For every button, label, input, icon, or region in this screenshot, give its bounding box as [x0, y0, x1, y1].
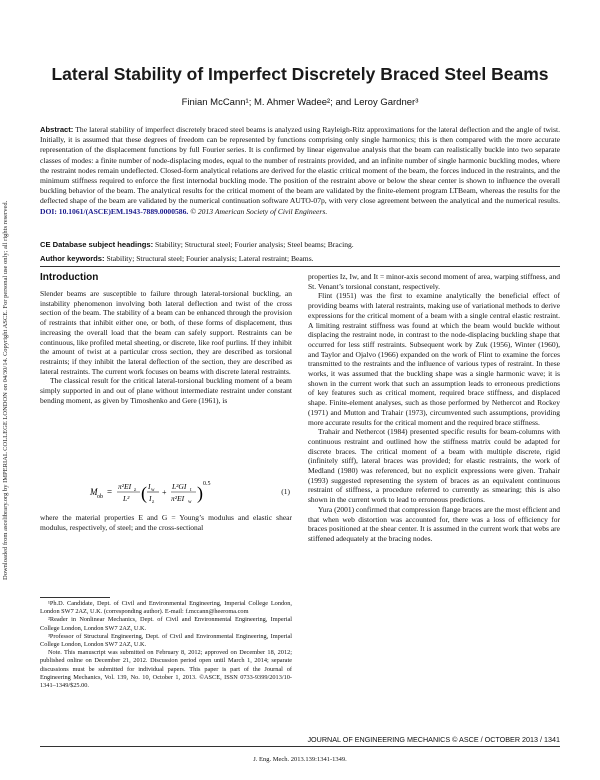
section-heading-introduction: Introduction	[40, 272, 99, 283]
abstract-copyright: © 2013 American Society of Civil Engineers.	[190, 206, 328, 216]
svg-text:z: z	[134, 488, 137, 493]
right-column	[308, 272, 560, 544]
svg-text:ob: ob	[97, 494, 103, 500]
paragraph: where the material properties E and G = Young’s modulus and elastic shear modulus, respectively, of steel; and the cross-sectional	[40, 513, 292, 532]
submission-note: Note. This manuscript was submitted on February 8, 2012; approved on December 18, 2012; published online on December 21, 2012. Discussion period open until March 1, 2014; separate discussions must be submitted for individual papers. This paper is part of the Journal of Engineering Mechanics, Vol. 139, No. 10, October 1, 2013. ©ASCE, ISSN 0733-9399/2013/10-1341–1349/$25.00.	[40, 649, 292, 690]
abstract	[40, 125, 560, 217]
paragraph: Yura (2001) confirmed that compression flange braces are the most efficient and that when web distortion was accounted for, there was a loss of efficiency for braces positioned at the shear center. It is assumed in the current work that webs are stiffened adequately at the bracing nodes.	[308, 504, 560, 543]
author-keywords-text: Stability; Structural steel; Fourier analysis; Lateral restraint; Beams.	[106, 254, 314, 263]
svg-text:+: +	[162, 488, 167, 497]
paragraph: Slender beams are susceptible to failure through lateral-torsional buckling, an instability phenomenon involving both lateral deflection and twist of the cross section of the beam. The stability of a beam can be enhanced through the provision of restraints that inhibit either one, or both, of these forms of displacement, thus increasing the overall load that the beam can safely support. Restraints can be continuous, like profiled metal sheeting, or discrete, like roof purlins. If they inhibit the amount of twist at a particular cross section, they are described as torsional restraints; if they inhibit the lateral deflection of the section, they are described as lateral restraints. The current work focuses on beams with discrete lateral restraints.	[40, 289, 292, 376]
left-column	[40, 289, 292, 405]
equation-number: (1)	[281, 487, 290, 496]
citation-line: J. Eng. Mech. 2013.139:1341-1349.	[253, 756, 347, 763]
journal-footer: JOURNAL OF ENGINEERING MECHANICS © ASCE / OCTOBER 2013 / 1341	[307, 735, 560, 744]
svg-text:π²EI: π²EI	[171, 494, 185, 503]
svg-text:(: (	[141, 483, 147, 503]
svg-text:w: w	[188, 500, 192, 505]
paragraph: The classical result for the critical lateral-torsional buckling moment of a beam simply supported in and out of plane without intermediate restraint under constant bending moment, as given by Timoshenko and Gere (1961), is	[40, 376, 292, 405]
svg-text:π²EI: π²EI	[118, 482, 132, 491]
footnotes	[40, 600, 292, 690]
footnote-divider	[40, 597, 110, 598]
paragraph: Flint (1951) was the first to examine analytically the beneficial effect of providing beams with lateral restraints, making use of variational methods to derive expressions for the critical moment of a beam with a single central elastic restraint. A limiting restraint stiffness was found at which the beam would buckle without displacing the restraint node, in contrast to the node-displacing buckling shape that occurred for less stiff restraints. Subsequent work by Zuk (1956), Winter (1960), and Taylor and Ojalvo (1966) expanded on the work of Flint to examine the forces transmitted to the restraints and the influence of various types of restraint. In these works, it was assumed that the buckling shape was a single harmonic wave; it is shown in the current work that such an assumption leads to erroneous predictions of key features such as critical moment, required brace stiffness, and displaced shape. Finite-element analyses, such as those performed by Nethercot and Rockey (1971) and Mutton and Trahair (1973), circumvented such assumptions, providing more accurate results for the critical moment and the required brace stiffness.	[308, 291, 560, 427]
abstract-text: The lateral stability of imperfect discretely braced steel beams is analyzed using Rayleigh-Ritz approximations for the lateral deflection and the angle of twist. Initially, it is assumed that these degrees of freedom can be represented by functions comprising only single harmonics; this is then compared with the more accurate representation of the displacement functions by full Fourier series. It is confirmed by linear eigenvalue analysis that the beam can realistically buckle into two separate classes of modes: a finite number of node-displacing modes, equal to the number of restraints provided, and an infinite number of single harmonic buckling modes, where the restraint nodes remain undeflected. Closed-form analytical relations are derived for the elastic critical moment of the beam, the forces induced in the restraints, and the minimum stiffness required to enforce the first internodal buckling mode. The position of the restraint above or below the shear center is shown to influence the overall buckling behavior of the beam. The analytical results for the critical moment of the beam are validated by the finite-element program LTBeam, whereas the results for the deflected shape of the beam are validated by the numerical continuation software AUTO-07p, with very close agreement between the analytical and the numerical results.	[40, 125, 560, 206]
svg-text:=: =	[107, 487, 113, 497]
author-keywords	[40, 254, 560, 263]
footnote-1: ¹Ph.D. Candidate, Dept. of Civil and Environmental Engineering, Imperial College London, London SW7 2AZ, U.K. (corresponding author). E-mail: f.mccann@heeroma.com	[40, 600, 292, 616]
svg-text:L²: L²	[123, 494, 130, 503]
equation-graphic	[40, 475, 292, 509]
svg-text:I: I	[148, 482, 151, 491]
footnote-2: ²Reader in Nonlinear Mechanics, Dept. of Civil and Environmental Engineering, Imperial College London, London SW7 2AZ, U.K.	[40, 616, 292, 632]
svg-text:): )	[197, 483, 203, 503]
svg-text:M: M	[90, 487, 98, 497]
footnote-3: ³Professor of Structural Engineering, Dept. of Civil and Environmental Engineering, Imperial College London, London SW7 2AZ, U.K.	[40, 632, 292, 649]
left-column-continued	[40, 513, 292, 532]
paragraph: properties Iz, Iw, and It = minor-axis second moment of area, warping stiffness, and St. Venant’s torsional constant, respectively.	[308, 272, 560, 291]
svg-text:t: t	[190, 488, 192, 493]
abstract-label: Abstract:	[40, 125, 74, 134]
author-keywords-label: Author keywords:	[40, 254, 105, 263]
header-divider	[40, 266, 560, 267]
svg-text:I: I	[149, 494, 152, 503]
download-sidebar	[0, 150, 14, 780]
svg-text:L²GI: L²GI	[172, 482, 187, 491]
ce-subject-headings	[40, 240, 560, 249]
author-list: Finian McCann¹; M. Ahmer Wadee²; and Leroy Gardner³	[181, 97, 419, 108]
equation-1	[40, 475, 292, 509]
paragraph: Trahair and Nethercot (1984) presented specific results for beam-columns with continuous restraint and outlined how the stiffness matrix could be adapted for discrete braces. The critical moment of a beam with multiple discrete, rigid (infinitely stiff), lateral braces was provided; for elastic restraints, the work of Medland (1980) was referenced, but no explicit expressions were given. Trahair (1993) suggested representing the system of braces as an equivalent continuous restraint of stiffness, a procedure referred to currently as smearing; this is also shown in the current work to lead to erroneous predictions.	[308, 427, 560, 505]
svg-text:0.5: 0.5	[203, 481, 211, 487]
svg-text:z: z	[152, 500, 155, 505]
download-notice: Downloaded from ascelibrary.org by IMPERIAL COLLEGE LONDON on 04/30/14. Copyright ASCE. For personal use only; all rights reserved.	[2, 200, 9, 580]
ce-headings-label: CE Database subject headings:	[40, 240, 154, 249]
ce-headings-text: Stability; Structural steel; Fourier analysis; Steel beams; Bracing.	[155, 240, 354, 249]
svg-text:w: w	[151, 488, 155, 493]
footer-divider	[40, 746, 560, 747]
doi-link[interactable]: DOI: 10.1061/(ASCE)EM.1943-7889.0000586.	[40, 206, 189, 216]
paper-title: Lateral Stability of Imperfect Discretely Braced Steel Beams	[51, 64, 549, 84]
